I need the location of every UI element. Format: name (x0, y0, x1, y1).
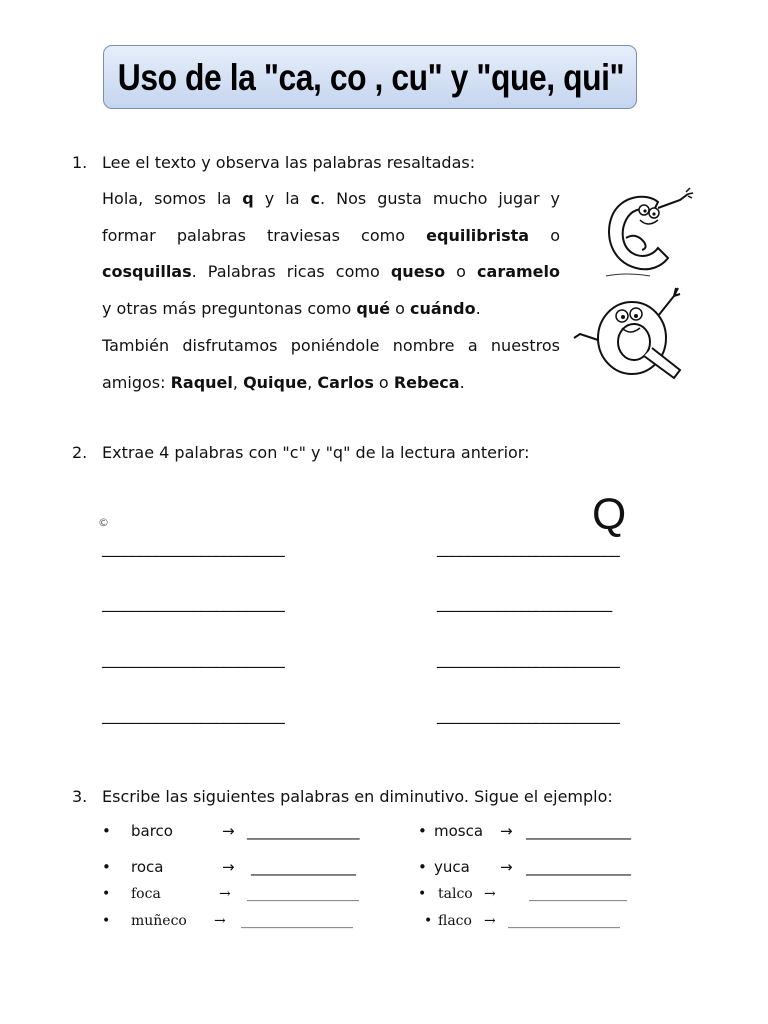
arrow-right-icon: → (214, 913, 226, 929)
answer-line-c-3[interactable]: ________________________ (102, 649, 285, 668)
diminutive-line-mosca[interactable]: ______________ (526, 822, 631, 840)
diminutive-line-barco[interactable]: _______________ (247, 822, 360, 840)
reading-line-2: formar palabras traviesas como equilibrista o (102, 226, 561, 245)
question-2-number: 2. (72, 443, 88, 462)
diminutive-line-flaco[interactable]: ________________ (508, 913, 620, 929)
word-roca: roca (131, 858, 164, 876)
page-title: Uso de la "ca, co , cu" y "que, qui" (117, 57, 625, 98)
reading-line-3: cosquillas. Palabras ricas como queso o caramelo (102, 262, 560, 281)
arrow-right-icon: → (500, 858, 513, 876)
diminutive-line-yuca[interactable]: ______________ (526, 858, 631, 876)
reading-line-4: y otras más preguntonas como qué o cuándo. (102, 299, 481, 318)
word-barco: barco (131, 822, 173, 840)
arrow-right-icon: → (222, 822, 235, 840)
word-talco: talco (438, 886, 473, 902)
bullet: • (418, 886, 427, 902)
arrow-right-icon: → (222, 858, 235, 876)
letter-q-character-illustration (570, 286, 690, 386)
diminutive-line-roca[interactable]: ______________ (251, 858, 356, 876)
arrow-right-icon: → (219, 886, 231, 902)
diminutive-line-muneco[interactable]: ________________ (241, 913, 353, 929)
letter-c-character-illustration (596, 186, 706, 276)
word-foca: foca (131, 886, 161, 902)
question-1-number: 1. (72, 153, 88, 172)
diminutive-line-talco[interactable]: ______________ (529, 886, 627, 902)
question-3-number: 3. (72, 787, 88, 806)
title-banner (103, 45, 637, 109)
answer-line-c-4[interactable]: ________________________ (102, 705, 285, 724)
answer-line-q-3[interactable]: ________________________ (437, 649, 620, 668)
word-mosca: mosca (434, 822, 484, 840)
reading-line-6: amigos: Raquel, Quique, Carlos o Rebeca. (102, 373, 465, 392)
bullet: • (102, 913, 111, 929)
arrow-right-icon: → (500, 822, 513, 840)
word-muneco: muñeco (131, 913, 187, 929)
diminutive-line-foca[interactable]: ________________ (247, 886, 359, 902)
answer-line-c-2[interactable]: ________________________ (102, 593, 285, 612)
arrow-right-icon: → (484, 913, 496, 929)
answer-line-q-4[interactable]: ________________________ (437, 705, 620, 724)
q-letter-large: Q (592, 490, 627, 539)
reading-line-1: Hola, somos la q y la c. Nos gusta mucho jugar y (102, 189, 561, 208)
question-1-instruction: Lee el texto y observa las palabras resaltadas: (102, 153, 476, 172)
reading-line-5: También disfrutamos poniéndole nombre a nuestros (102, 336, 560, 355)
bullet: • (102, 886, 111, 902)
arrow-right-icon: → (484, 886, 496, 902)
question-2-instruction: Extrae 4 palabras con "c" y "q" de la lectura anterior: (102, 443, 530, 462)
c-symbol-small: © (98, 516, 109, 529)
answer-line-c-1[interactable]: ________________________ (102, 538, 285, 557)
bullet: • (424, 913, 433, 929)
bullet: • (102, 858, 111, 876)
answer-line-q-2[interactable]: _______________________ (437, 593, 612, 612)
bullet: • (418, 858, 427, 876)
question-3-instruction: Escribe las siguientes palabras en diminutivo. Sigue el ejemplo: (102, 787, 613, 806)
word-flaco: flaco (438, 913, 472, 929)
answer-line-q-1[interactable]: ________________________ (437, 538, 620, 557)
bullet: • (418, 822, 427, 840)
bullet: • (102, 822, 111, 840)
word-yuca: yuca (434, 858, 470, 876)
